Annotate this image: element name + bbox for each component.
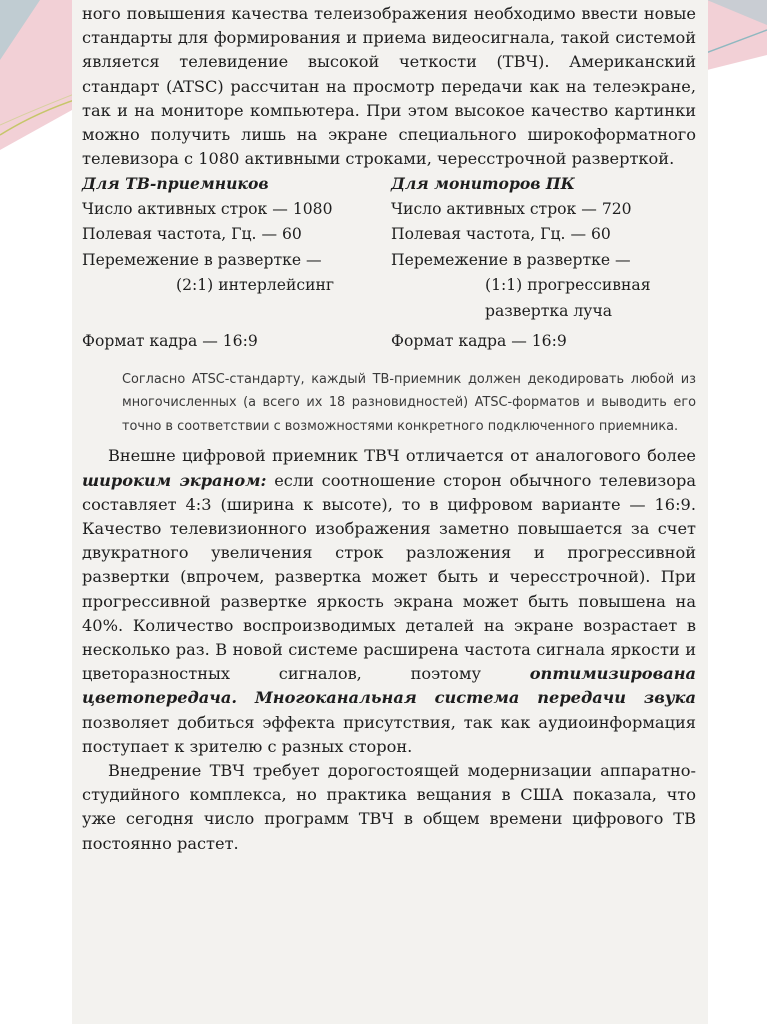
spec-frequency-tv: Полевая частота, Гц. — 60 — [82, 225, 302, 244]
digital-receiver-paragraph — [82, 444, 696, 759]
para2-emphasis-wide-screen: широким экраном: — [82, 470, 267, 490]
spec-lines-pc: Число активных строк — 720 — [391, 199, 632, 218]
para2-emphasis-color-sound: оптимизирована цветопередача. Многоканальная система передачи звука — [82, 664, 696, 708]
spec-spacer-tv — [82, 299, 387, 325]
spec-interlace-value-pc-1: (1:1) прогрессивная — [485, 276, 651, 295]
modernization-paragraph: Внедрение ТВЧ требует дорогостоящей модернизации аппаратно-студийного комплекса, но практика вещания в США показала, что уже сегодня число программ ТВЧ в общем времени цифрового ТВ постоянно растет. — [82, 761, 696, 853]
spec-interlace-value-tv: (2:1) интерлейсинг — [176, 276, 335, 295]
spec-comparison — [82, 171, 696, 355]
para2-text-2: если соотношение сторон обычного телевизора составляет 4:3 (ширина к высоте), то в цифровом варианте — 16:9. Качество телевизионного изображения заметно повышается за счет двукратного увеличения строк разложения и прогрессивной развертки (впрочем, развертка может быть и чересстрочной). При прогрессивной развертке яркость экрана может быть повышена на 40%. Количество воспроизводимых деталей на экране возрастает в несколько раз. В новой системе расширена частота сигнала яркости и цветоразностных сигналов, поэтому — [82, 470, 696, 684]
spec-format-pc: Формат кадра — 16:9 — [391, 332, 567, 351]
spec-heading-pc: Для мониторов ПК — [391, 174, 575, 194]
page-content — [82, 2, 696, 856]
spec-interlace-pc: Перемежение в развертке — — [391, 250, 631, 269]
spec-interlace-value-pc-2: развертка луча — [485, 301, 613, 320]
intro-paragraph: ного повышения качества телеизображения необходимо ввести новые стандарты для формирования и приема видеосигнала, такой системой является телевидение высокой четкости (ТВЧ). Американский стандарт (ATSC) рассчитан на просмотр передачи как на телеэкране, так и на мониторе компьютера. При этом высокое качество картинки можно получить лишь на экране специального широкоформатного телевизора с 1080 активными строками, чересстрочной разверткой. — [82, 4, 696, 169]
spec-heading-tv: Для ТВ-приемников — [82, 174, 269, 194]
spec-interlace-tv: Перемежение в развертке — — [82, 250, 322, 269]
spec-format-tv: Формат кадра — 16:9 — [82, 332, 258, 351]
para2-text-3: позволяет добиться эффекта присутствия, так как аудиоинформация поступает к зрителю с разных сторон. — [82, 712, 696, 756]
book-page — [72, 0, 708, 1024]
spec-column-pc — [391, 171, 696, 355]
spec-frequency-pc: Полевая частота, Гц. — 60 — [391, 225, 611, 244]
spec-lines-tv: Число активных строк — 1080 — [82, 199, 333, 218]
spec-column-tv — [82, 171, 387, 355]
para2-text-1: Внешне цифровой приемник ТВЧ отличается от аналогового более — [108, 446, 696, 466]
atsc-note: Согласно ATSC-стандарту, каждый ТВ-приемник должен декодировать любой из многочисленных (а всего их 18 разновидностей) ATSC-форматов и выводить его точно в соответствии с возможностями конкретного подключенного приемника. — [122, 371, 696, 434]
